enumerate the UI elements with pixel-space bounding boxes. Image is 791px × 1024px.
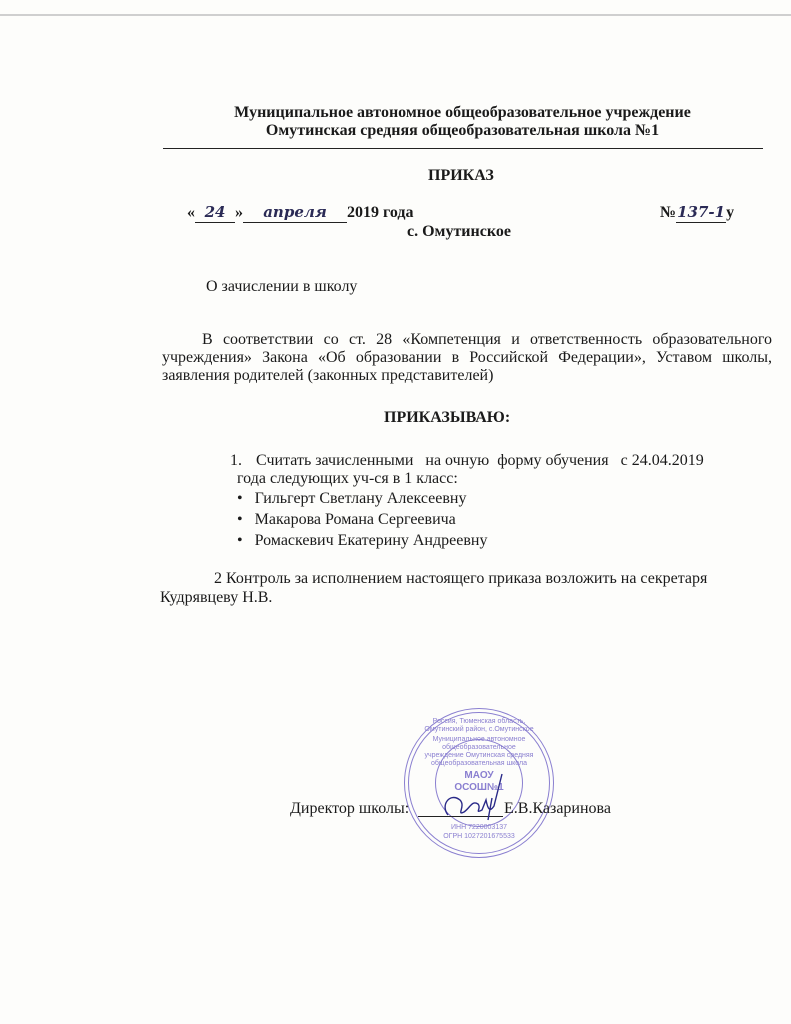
stamp-ogrn: ОГРН 1027201675533 (443, 833, 515, 840)
header-line2: Омутинская средняя общеобразовательная школа №1 (265, 122, 660, 139)
header-divider (163, 148, 763, 149)
order-word: ПРИКАЗЫВАЮ: (384, 409, 511, 426)
header-line1: Муниципальное автономное общеобразовательное учреждение (234, 104, 691, 121)
item1-line1: Считать зачисленными на очную форму обучения с 24.04.2019 (256, 452, 704, 469)
date-close-quote: » (235, 204, 243, 221)
date-open-quote: « (187, 204, 195, 221)
stamp-outer-text: Россия, Тюменская область, Омутинский район, с.Омутинское (424, 718, 534, 733)
document-title: ПРИКАЗ (428, 167, 494, 184)
number-suffix: у (726, 204, 735, 221)
student-list-item: • Гильгерт Светлану Алексеевну (237, 490, 467, 507)
signature-role: Директор школы: (290, 800, 410, 817)
number-value: 137-1 (677, 203, 726, 221)
signature-name: Е.В.Казаринова (504, 800, 611, 817)
stamp-inner-text: Муниципальное автономное общеобразовательное учреждение Омутинская средняя общеобразовательная школа (424, 736, 534, 767)
subject: О зачислении в школу (206, 278, 358, 295)
item1-number: 1. (230, 452, 242, 469)
student-list-item: • Макарова Романа Сергеевича (237, 511, 456, 528)
student-name: Макарова Романа Сергеевича (254, 511, 456, 528)
scan-edge (0, 14, 791, 16)
stamp-inn: ИНН 7220003137 (450, 824, 508, 831)
order-number (660, 203, 734, 223)
date-year: 2019 года (347, 204, 414, 221)
date-line (187, 203, 414, 223)
item2-line2: Кудрявцеву Н.В. (160, 589, 273, 606)
student-name: Ромаскевич Екатерину Андреевну (254, 532, 488, 549)
item2-line1: 2 Контроль за исполнением настоящего приказа возложить на секретаря (214, 570, 708, 587)
item1-line2: года следующих уч-ся в 1 класс: (237, 470, 458, 487)
number-prefix: № (660, 204, 677, 221)
place: с. Омутинское (407, 223, 511, 240)
handwritten-signature (430, 770, 510, 830)
stamp-center1: МАОУ (464, 770, 494, 781)
preamble: В соответствии со ст. 28 «Компетенция и ответственность образовательного учреждения» Закона «Об образовании в Российской Федерации», Уставом школы, заявления родителей (законных представителей) (162, 331, 772, 384)
date-month: апреля (263, 203, 327, 221)
date-day: 24 (204, 203, 226, 221)
student-list-item: • Ромаскевич Екатерину Андреевну (237, 532, 488, 549)
stamp-center2: ОСОШ№1 (454, 782, 504, 793)
student-name: Гильгерт Светлану Алексеевну (254, 490, 467, 507)
